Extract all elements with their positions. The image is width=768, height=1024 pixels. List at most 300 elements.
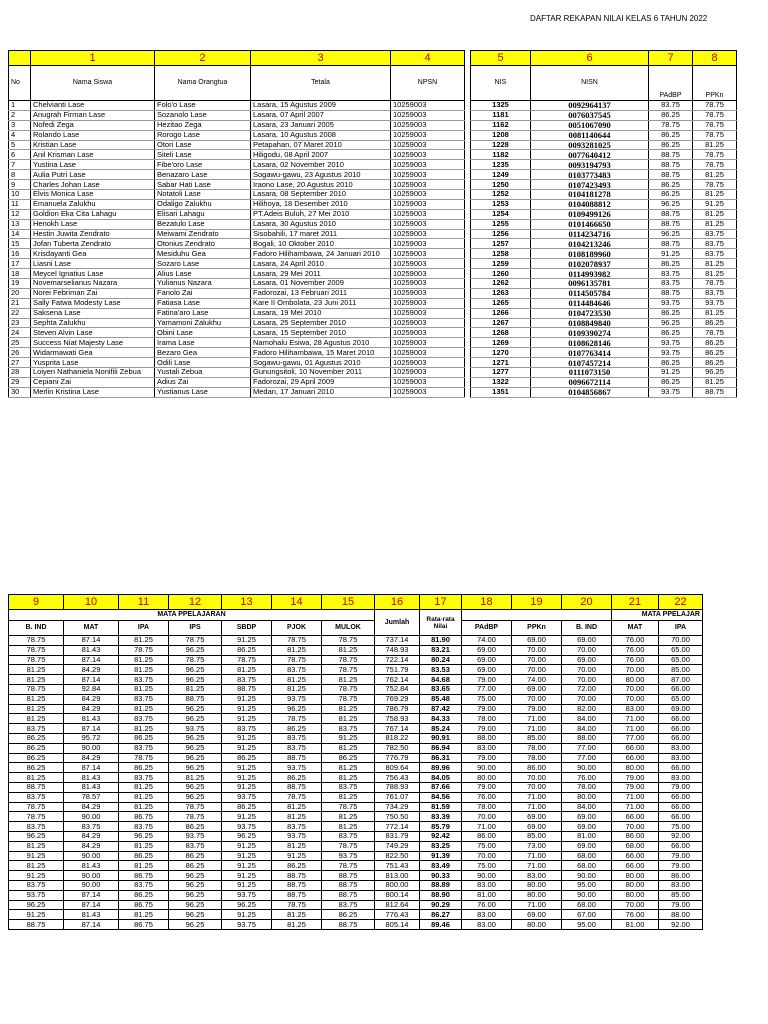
- score-cell: 78.75: [322, 636, 375, 646]
- score-cell: 66.00: [659, 733, 703, 743]
- nis: 1254: [471, 209, 531, 219]
- nis: 1255: [471, 219, 531, 229]
- score-cell: 83.75: [9, 724, 64, 734]
- birth-place-date: Medan, 17 Januari 2010: [251, 387, 391, 397]
- table-row: [9, 880, 703, 890]
- average-cell: 84.68: [420, 675, 462, 685]
- npsn: 10259003: [391, 328, 465, 338]
- grades-table: [8, 594, 703, 930]
- header-cell: MAT: [64, 621, 119, 636]
- ppkn-score: 81.25: [693, 219, 737, 229]
- parent-name: Yamamoni Zalukhu: [155, 318, 251, 328]
- score-cell: 70.00: [512, 645, 562, 655]
- score-cell: 69.00: [512, 910, 562, 920]
- score-cell: 78.75: [9, 684, 64, 694]
- npsn: 10259003: [391, 180, 465, 190]
- table-row: [9, 229, 737, 239]
- parent-name: Adius Zai: [155, 377, 251, 387]
- average-cell: 92.42: [420, 831, 462, 841]
- score-cell: 65.00: [659, 655, 703, 665]
- npsn: 10259003: [391, 348, 465, 358]
- score-cell: 66.00: [659, 763, 703, 773]
- mata-pelajaran-label: MATA PPELAJARAN: [9, 610, 375, 621]
- score-cell: 78.75: [272, 655, 322, 665]
- score-cell: 81.43: [64, 861, 119, 871]
- header-cell: IPA: [119, 621, 169, 636]
- row-no: 20: [9, 288, 31, 298]
- score-cell: 81.25: [9, 665, 64, 675]
- score-cell: 81.25: [222, 665, 272, 675]
- nisn: 0104213246: [531, 239, 649, 249]
- score-cell: 84.29: [64, 704, 119, 714]
- ppkn-score: 78.75: [693, 180, 737, 190]
- score-cell: 86.00: [512, 763, 562, 773]
- row-no: 15: [9, 239, 31, 249]
- score-cell: 81.25: [119, 841, 169, 851]
- birth-place-date: PT.Adeis Buluh, 27 Mei 2010: [251, 209, 391, 219]
- parent-name: Meiwami Zendrato: [155, 229, 251, 239]
- row-no: 22: [9, 308, 31, 318]
- score-cell: 86.25: [169, 822, 222, 832]
- score-cell: 88.00: [659, 910, 703, 920]
- score-cell: 91.25: [222, 871, 272, 881]
- score-cell: 90.00: [64, 743, 119, 753]
- score-cell: 81.25: [9, 841, 64, 851]
- total-cell: 734.29: [375, 802, 420, 812]
- score-cell: 70.00: [562, 665, 612, 675]
- score-cell: 65.00: [659, 694, 703, 704]
- score-cell: 90.00: [64, 812, 119, 822]
- score-cell: 81.25: [272, 675, 322, 685]
- col-number: 22: [659, 595, 703, 610]
- row-no: 5: [9, 140, 31, 150]
- table-row: [9, 694, 703, 704]
- score-cell: 81.25: [119, 861, 169, 871]
- score-cell: 67.00: [562, 910, 612, 920]
- nis: 1250: [471, 180, 531, 190]
- score-cell: 70.00: [562, 645, 612, 655]
- score-cell: 87.14: [64, 920, 119, 930]
- col-number: 3: [251, 51, 391, 66]
- birth-place-date: Fadorozai, 13 Februari 2011: [251, 288, 391, 298]
- row-no: 2: [9, 110, 31, 120]
- col-number: 5: [471, 51, 531, 66]
- score-cell: 81.43: [64, 782, 119, 792]
- score-cell: 86.75: [119, 871, 169, 881]
- score-cell: 78.75: [272, 636, 322, 646]
- score-cell: 96.25: [222, 831, 272, 841]
- score-cell: 81.25: [9, 704, 64, 714]
- nis: 1267: [471, 318, 531, 328]
- ppkn-score: 81.25: [693, 269, 737, 279]
- nisn: 0107457214: [531, 358, 649, 368]
- col-number: 9: [9, 595, 64, 610]
- score-cell: 70.00: [512, 782, 562, 792]
- score-cell: 91.25: [322, 733, 375, 743]
- score-cell: 91.25: [222, 782, 272, 792]
- score-cell: 78.75: [169, 655, 222, 665]
- score-cell: 81.25: [119, 910, 169, 920]
- parent-name: Odili Lase: [155, 358, 251, 368]
- table-row: [9, 308, 737, 318]
- col-number: 6: [531, 51, 649, 66]
- nisn: 0111073150: [531, 368, 649, 378]
- padbp-score: 86.25: [649, 328, 693, 338]
- header-ttl: Tetala: [251, 66, 391, 101]
- student-name: Henokh Lase: [31, 219, 155, 229]
- student-name: Liasni Lase: [31, 259, 155, 269]
- total-cell: 831.79: [375, 831, 420, 841]
- ppkn-score: 81.25: [693, 377, 737, 387]
- score-cell: 83.00: [659, 743, 703, 753]
- score-cell: 83.75: [222, 675, 272, 685]
- score-cell: 81.25: [119, 782, 169, 792]
- ppkn-score: 93.75: [693, 298, 737, 308]
- ppkn-score: 81.25: [693, 190, 737, 200]
- nis: 1235: [471, 160, 531, 170]
- score-cell: 70.00: [512, 773, 562, 783]
- padbp-score: 86.25: [649, 110, 693, 120]
- header-row: [9, 66, 737, 101]
- score-cell: 68.00: [562, 851, 612, 861]
- table-row: [9, 130, 737, 140]
- score-cell: 93.75: [169, 724, 222, 734]
- score-cell: 85.00: [512, 831, 562, 841]
- birth-place-date: Lasara, 07 April 2007: [251, 110, 391, 120]
- score-cell: 96.25: [169, 910, 222, 920]
- score-cell: 78.75: [9, 655, 64, 665]
- nisn: 0108849840: [531, 318, 649, 328]
- nisn: 0107423493: [531, 180, 649, 190]
- score-cell: 88.00: [562, 733, 612, 743]
- table-row: [9, 871, 703, 881]
- birth-place-date: Fadorozai, 29 April 2009: [251, 377, 391, 387]
- score-cell: 85.00: [659, 890, 703, 900]
- birth-place-date: Sisobahili, 17 maret 2011: [251, 229, 391, 239]
- nis: 1263: [471, 288, 531, 298]
- student-name: Rolando Lase: [31, 130, 155, 140]
- score-cell: 83.75: [272, 665, 322, 675]
- birth-place-date: Namohalu Esiwa, 28 Agustus 2010: [251, 338, 391, 348]
- average-cell: 87.42: [420, 704, 462, 714]
- header-jumlah: Jumlah: [375, 610, 420, 636]
- score-cell: 90.00: [64, 851, 119, 861]
- total-cell: 776.79: [375, 753, 420, 763]
- row-no: 7: [9, 160, 31, 170]
- score-cell: 71.00: [462, 822, 512, 832]
- nis: 1228: [471, 140, 531, 150]
- table-row: [9, 358, 737, 368]
- parent-name: Yulianus Nazara: [155, 279, 251, 289]
- score-cell: 79.00: [612, 773, 659, 783]
- header-row: [9, 621, 703, 636]
- table-row: [9, 219, 737, 229]
- row-no: 26: [9, 348, 31, 358]
- table-row: [9, 209, 737, 219]
- score-cell: 87.14: [64, 675, 119, 685]
- student-name: Loiyen Nathaniela Nonifili Zebua: [31, 368, 155, 378]
- score-cell: 69.00: [512, 636, 562, 646]
- score-cell: 76.00: [612, 645, 659, 655]
- score-cell: 79.00: [612, 782, 659, 792]
- header-cell: MULOK: [322, 621, 375, 636]
- row-no: 16: [9, 249, 31, 259]
- average-cell: 85.79: [420, 822, 462, 832]
- nis: 1257: [471, 239, 531, 249]
- npsn: 10259003: [391, 387, 465, 397]
- table-row: [9, 140, 737, 150]
- total-cell: 751.43: [375, 861, 420, 871]
- score-cell: 75.00: [462, 694, 512, 704]
- score-cell: 70.00: [512, 665, 562, 675]
- score-cell: 83.00: [462, 880, 512, 890]
- table-row: [9, 636, 703, 646]
- nisn: 0103773483: [531, 170, 649, 180]
- table-row: [9, 298, 737, 308]
- score-cell: 93.75: [272, 694, 322, 704]
- birth-place-date: Hilihoya, 18 Desember 2010: [251, 199, 391, 209]
- row-no: 17: [9, 259, 31, 269]
- score-cell: 69.00: [562, 812, 612, 822]
- score-cell: 80.00: [462, 773, 512, 783]
- score-cell: 83.75: [119, 822, 169, 832]
- score-cell: 76.00: [612, 910, 659, 920]
- ppkn-score: 86.25: [693, 338, 737, 348]
- score-cell: 81.25: [9, 675, 64, 685]
- column-number-row: [9, 51, 737, 66]
- nisn: 0076037545: [531, 110, 649, 120]
- birth-place-date: Lasara, 15 September 2010: [251, 328, 391, 338]
- average-cell: 86.94: [420, 743, 462, 753]
- score-cell: 71.00: [612, 792, 659, 802]
- score-cell: 66.00: [612, 861, 659, 871]
- score-cell: 81.43: [64, 773, 119, 783]
- ppkn-score: 81.25: [693, 170, 737, 180]
- npsn: 10259003: [391, 190, 465, 200]
- padbp-score: 93.75: [649, 298, 693, 308]
- birth-place-date: Hiligodu, 08 April 2007: [251, 150, 391, 160]
- col-number: 1: [31, 51, 155, 66]
- score-cell: 79.00: [659, 851, 703, 861]
- total-cell: 805.14: [375, 920, 420, 930]
- score-cell: 93.75: [272, 763, 322, 773]
- npsn: 10259003: [391, 298, 465, 308]
- score-cell: 93.75: [169, 831, 222, 841]
- score-cell: 84.00: [562, 714, 612, 724]
- score-cell: 75.00: [462, 841, 512, 851]
- student-name: Anugrah Firman Lase: [31, 110, 155, 120]
- parent-name: Otori Lase: [155, 140, 251, 150]
- row-no: 8: [9, 170, 31, 180]
- header-nama-orangtua: Nama Orangtua: [155, 66, 251, 101]
- header-ppkn: PPKn: [693, 66, 737, 101]
- score-cell: 87.14: [64, 900, 119, 910]
- score-cell: 81.25: [119, 704, 169, 714]
- nis: 1259: [471, 259, 531, 269]
- score-cell: 78.00: [462, 802, 512, 812]
- student-name: Kristian Lase: [31, 140, 155, 150]
- parent-name: Odaligo Zalukhu: [155, 199, 251, 209]
- total-cell: 737.14: [375, 636, 420, 646]
- ppkn-score: 78.75: [693, 328, 737, 338]
- score-cell: 84.29: [64, 841, 119, 851]
- score-cell: 66.00: [659, 841, 703, 851]
- nis: 1262: [471, 279, 531, 289]
- table-row: [9, 269, 737, 279]
- score-cell: 86.00: [462, 831, 512, 841]
- score-cell: 78.75: [322, 684, 375, 694]
- npsn: 10259003: [391, 249, 465, 259]
- birth-place-date: Lasara, 08 September 2010: [251, 190, 391, 200]
- average-cell: 87.66: [420, 782, 462, 792]
- score-cell: 81.25: [322, 743, 375, 753]
- score-cell: 71.00: [612, 714, 659, 724]
- score-cell: 70.00: [512, 655, 562, 665]
- score-cell: 92.00: [659, 831, 703, 841]
- npsn: 10259003: [391, 150, 465, 160]
- score-cell: 96.25: [169, 900, 222, 910]
- score-cell: 78.00: [562, 782, 612, 792]
- score-cell: 83.75: [222, 724, 272, 734]
- score-cell: 96.25: [169, 763, 222, 773]
- padbp-score: 96.25: [649, 318, 693, 328]
- average-cell: 86.27: [420, 910, 462, 920]
- score-cell: 78.57: [64, 792, 119, 802]
- ppkn-score: 91.25: [693, 199, 737, 209]
- student-name: Aulia Putri Lase: [31, 170, 155, 180]
- student-name: Steven Alvin Lase: [31, 328, 155, 338]
- score-cell: 69.00: [462, 645, 512, 655]
- nisn: 0108628146: [531, 338, 649, 348]
- nis: 1265: [471, 298, 531, 308]
- average-cell: 86.31: [420, 753, 462, 763]
- nis: 1270: [471, 348, 531, 358]
- score-cell: 78.00: [462, 714, 512, 724]
- padbp-score: 88.75: [649, 219, 693, 229]
- row-no: 18: [9, 269, 31, 279]
- score-cell: 66.00: [612, 812, 659, 822]
- table-row: [9, 704, 703, 714]
- ppkn-score: 86.25: [693, 318, 737, 328]
- average-cell: 83.39: [420, 812, 462, 822]
- npsn: 10259003: [391, 209, 465, 219]
- row-no: 21: [9, 298, 31, 308]
- score-cell: 83.00: [462, 743, 512, 753]
- score-cell: 81.00: [562, 831, 612, 841]
- parent-name: Fatina'aro Lase: [155, 308, 251, 318]
- score-cell: 74.00: [462, 636, 512, 646]
- nisn: 0101466650: [531, 219, 649, 229]
- parent-name: Yustianus Lase: [155, 387, 251, 397]
- ppkn-score: 83.75: [693, 239, 737, 249]
- average-cell: 85.24: [420, 724, 462, 734]
- score-cell: 80.00: [612, 890, 659, 900]
- score-cell: 87.14: [64, 763, 119, 773]
- parent-name: Obini Lase: [155, 328, 251, 338]
- parent-name: Yustali Zebua: [155, 368, 251, 378]
- score-cell: 86.25: [119, 763, 169, 773]
- score-cell: 75.00: [659, 822, 703, 832]
- total-cell: 818.22: [375, 733, 420, 743]
- table-row: [9, 782, 703, 792]
- table-row: [9, 170, 737, 180]
- score-cell: 81.25: [119, 684, 169, 694]
- nis: 1256: [471, 229, 531, 239]
- header-nama-siswa: Nama Siswa: [31, 66, 155, 101]
- score-cell: 69.00: [562, 841, 612, 851]
- score-cell: 91.25: [222, 910, 272, 920]
- student-name: Saksena Lase: [31, 308, 155, 318]
- nisn: 0093194793: [531, 160, 649, 170]
- score-cell: 93.75: [272, 831, 322, 841]
- row-no: 3: [9, 120, 31, 130]
- score-cell: 78.75: [169, 812, 222, 822]
- ppkn-score: 78.75: [693, 160, 737, 170]
- score-cell: 69.00: [562, 655, 612, 665]
- header-cell: IPA: [659, 621, 703, 636]
- mata-pelajaran-label-2: MATA PPELAJAR: [612, 610, 703, 621]
- score-cell: 70.00: [612, 822, 659, 832]
- ppkn-score: 88.75: [693, 387, 737, 397]
- parent-name: Fanolo Zai: [155, 288, 251, 298]
- npsn: 10259003: [391, 269, 465, 279]
- score-cell: 83.00: [512, 871, 562, 881]
- header-cell: PAdBP: [462, 621, 512, 636]
- score-cell: 78.75: [272, 714, 322, 724]
- nis: 1325: [471, 101, 531, 111]
- score-cell: 96.25: [169, 753, 222, 763]
- average-cell: 81.90: [420, 636, 462, 646]
- nis: 1162: [471, 120, 531, 130]
- table-row: [9, 180, 737, 190]
- npsn: 10259003: [391, 140, 465, 150]
- total-cell: 748.93: [375, 645, 420, 655]
- average-cell: 83.21: [420, 645, 462, 655]
- score-cell: 81.25: [272, 920, 322, 930]
- score-cell: 90.00: [562, 890, 612, 900]
- score-cell: 88.75: [272, 782, 322, 792]
- padbp-score: 86.25: [649, 308, 693, 318]
- score-cell: 83.75: [169, 841, 222, 851]
- score-cell: 82.00: [562, 704, 612, 714]
- score-cell: 83.00: [462, 920, 512, 930]
- score-cell: 65.00: [659, 645, 703, 655]
- score-cell: 81.43: [64, 910, 119, 920]
- average-cell: 90.29: [420, 900, 462, 910]
- score-cell: 93.75: [222, 792, 272, 802]
- score-cell: 79.00: [462, 675, 512, 685]
- average-cell: 88.90: [420, 890, 462, 900]
- score-cell: 90.00: [562, 871, 612, 881]
- score-cell: 91.25: [222, 733, 272, 743]
- score-cell: 90.00: [562, 763, 612, 773]
- row-no: 19: [9, 279, 31, 289]
- npsn: 10259003: [391, 318, 465, 328]
- score-cell: 88.75: [222, 684, 272, 694]
- parent-name: Rorogo Lase: [155, 130, 251, 140]
- table-row: [9, 279, 737, 289]
- score-cell: 70.00: [659, 636, 703, 646]
- table-row: [9, 841, 703, 851]
- score-cell: 78.75: [322, 694, 375, 704]
- score-cell: 80.00: [612, 880, 659, 890]
- nisn: 0109499126: [531, 209, 649, 219]
- ppkn-score: 78.75: [693, 110, 737, 120]
- padbp-score: 86.25: [649, 190, 693, 200]
- score-cell: 76.00: [562, 773, 612, 783]
- ppkn-score: 83.75: [693, 288, 737, 298]
- score-cell: 90.00: [462, 763, 512, 773]
